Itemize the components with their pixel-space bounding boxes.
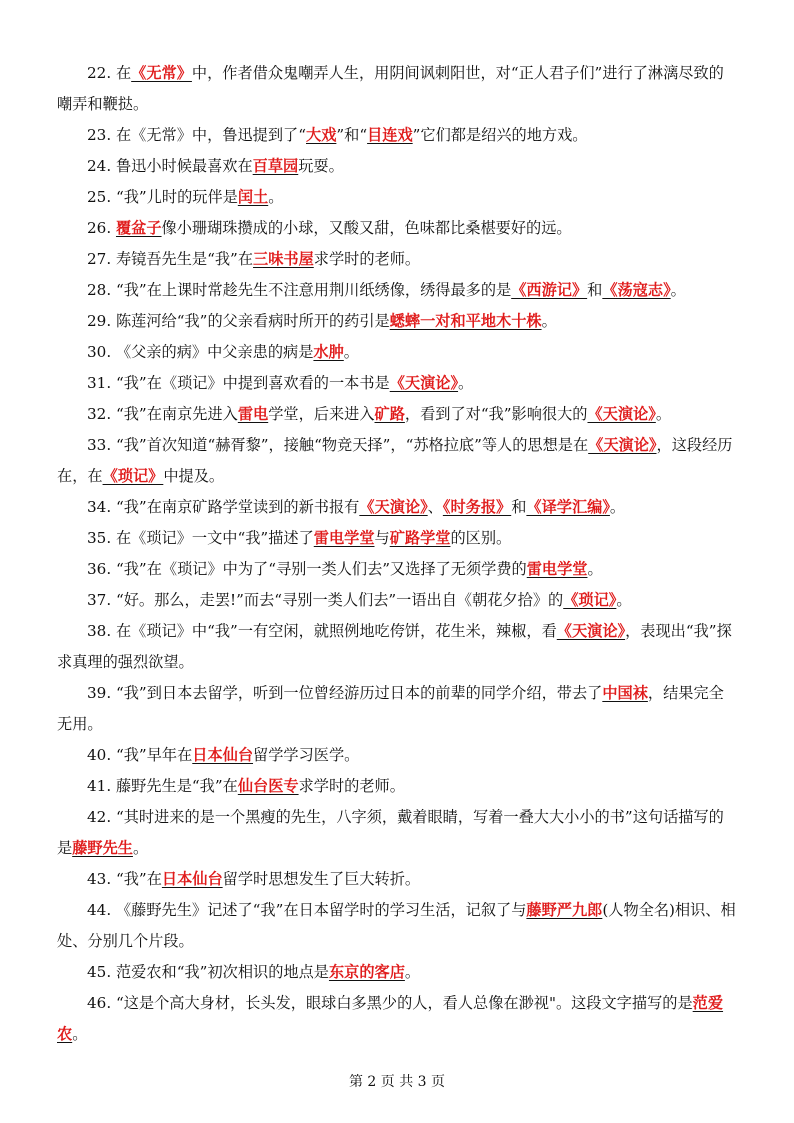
question-item xyxy=(57,523,737,554)
question-text: 藤野先生是“我”在 xyxy=(115,777,238,795)
question-text: “我”在南京先进入 xyxy=(115,405,238,423)
question-item xyxy=(57,492,737,523)
answer-text: 《琐记》 xyxy=(102,467,164,485)
question-number: 35. xyxy=(87,529,116,547)
question-text: 留学学习医学。 xyxy=(253,746,360,764)
answer-text: 百草园 xyxy=(252,157,299,175)
question-text: 求学时的老师。 xyxy=(313,250,421,268)
question-item xyxy=(57,182,737,213)
question-item xyxy=(57,616,737,678)
question-text: (人物全名)相识、相处、分别几个片段。 xyxy=(57,901,736,950)
question-item xyxy=(57,771,737,802)
question-number: 26. xyxy=(87,219,116,237)
answer-text: 三味书屋 xyxy=(253,250,314,268)
question-text: 。 xyxy=(72,1025,88,1043)
answer-text: 雷电 xyxy=(237,405,269,423)
question-number: 34. xyxy=(87,498,116,516)
question-text: 鲁迅小时候最喜欢在 xyxy=(115,157,253,175)
question-number: 32. xyxy=(87,405,116,423)
question-text: 留学时思想发生了巨大转折。 xyxy=(222,870,421,888)
question-text: 与 xyxy=(374,529,390,547)
answer-text: 《译学汇编》 xyxy=(526,498,610,516)
answer-text: 《琐记》 xyxy=(563,591,617,609)
question-text: 。 xyxy=(458,374,474,392)
question-item xyxy=(57,151,737,182)
question-number: 23. xyxy=(87,126,116,144)
question-text: 。 xyxy=(587,560,603,578)
answer-text: 藤野严九郎 xyxy=(526,901,603,919)
question-number: 41. xyxy=(87,777,116,795)
answer-text: 《西游记》 xyxy=(511,281,588,299)
question-item xyxy=(57,988,737,1050)
question-item xyxy=(57,275,737,306)
question-text: “我”在上课时常趁先生不注意用荆川纸绣像，绣得最多的是 xyxy=(115,281,512,299)
question-number: 42. xyxy=(87,808,116,826)
question-list xyxy=(57,58,737,1050)
question-text: “这是个高大身材，长头发，眼球白多黑少的人，看人总像在渺视"。这段文字描写的是 xyxy=(115,994,693,1012)
question-text: ”它们都是绍兴的地方戏。 xyxy=(412,126,588,144)
question-text: 的区别。 xyxy=(450,529,512,547)
question-text: 中，作者借众鬼嘲弄人生，用阴间讽刺阳世，对“正人君子们”进行了淋漓尽致的嘲弄和鞭挞。 xyxy=(57,64,724,113)
question-item xyxy=(57,58,737,120)
question-text: 学堂，后来进入 xyxy=(268,405,375,423)
question-number: 46. xyxy=(87,994,116,1012)
question-text: 玩耍。 xyxy=(298,157,344,175)
answer-text: 《荡寇志》 xyxy=(602,281,671,299)
answer-text: 日本仙台 xyxy=(161,870,223,888)
question-number: 31. xyxy=(87,374,116,392)
answer-text: 《天演论》 xyxy=(588,436,657,454)
question-text: 《藤野先生》记述了“我”在日本留学时的学习生活，记叙了与 xyxy=(115,901,527,919)
question-text: ，看到了对“我”影响很大的 xyxy=(404,405,588,423)
answer-text: 仙台医专 xyxy=(237,777,299,795)
answer-text: 东京的客店 xyxy=(328,963,405,981)
question-number: 38. xyxy=(87,622,116,640)
question-text: 求学时的老师。 xyxy=(298,777,405,795)
question-text: 中提及。 xyxy=(163,467,225,485)
question-text: 范爱农和“我”初次相识的地点是 xyxy=(115,963,329,981)
answer-text: 《无常》 xyxy=(131,64,192,82)
answer-text: 蟋蟀一对和平地木十株 xyxy=(389,312,542,330)
question-item xyxy=(57,306,737,337)
question-text: 。 xyxy=(132,839,149,857)
question-text: 。 xyxy=(404,963,421,981)
answer-text: 大戏 xyxy=(306,126,337,144)
question-item xyxy=(57,678,737,740)
question-item xyxy=(57,585,737,616)
question-text: 像小珊瑚珠攒成的小球，又酸又甜，色味都比桑椹要好的远。 xyxy=(161,219,572,237)
question-text: 、 xyxy=(427,498,443,516)
question-number: 24. xyxy=(87,157,116,175)
question-number: 22. xyxy=(87,64,116,82)
question-item xyxy=(57,554,737,585)
question-text: ，这段经历在，在 xyxy=(57,436,733,485)
question-text: “我”首次知道“赫胥黎”，接触“物竞天择”，“苏格拉底”等人的思想是在 xyxy=(115,436,589,454)
answer-text: 《天演论》 xyxy=(556,622,626,640)
question-number: 29. xyxy=(87,312,116,330)
question-item xyxy=(57,244,737,275)
question-item xyxy=(57,399,737,430)
answer-text: 雷电学堂 xyxy=(526,560,588,578)
question-text: 。 xyxy=(655,405,672,423)
answer-text: 藤野先生 xyxy=(72,839,133,857)
question-text: 在 xyxy=(115,64,132,82)
answer-text: 日本仙台 xyxy=(192,746,254,764)
question-item xyxy=(57,895,737,957)
question-item xyxy=(57,864,737,895)
question-text: ”和“ xyxy=(336,126,368,144)
question-item xyxy=(57,337,737,368)
question-text: 。 xyxy=(541,312,557,330)
question-text: “好。那么，走罢!”而去“寻别一类人们去”一语出自《朝花夕拾》的 xyxy=(115,591,564,609)
question-number: 27. xyxy=(87,250,116,268)
answer-text: 闰土 xyxy=(237,188,269,206)
question-text: 陈莲河给“我”的父亲看病时所开的药引是 xyxy=(115,312,390,330)
question-number: 30. xyxy=(87,343,116,361)
question-text: “我”在《琐记》中提到喜欢看的一本书是 xyxy=(115,374,390,392)
question-text: “我”在《琐记》中为了“寻别一类人们去”又选择了无须学费的 xyxy=(115,560,527,578)
question-text: “我”在 xyxy=(115,870,162,888)
question-item xyxy=(57,430,737,492)
question-number: 40. xyxy=(87,746,116,764)
question-number: 33. xyxy=(87,436,116,454)
answer-text: 矿路 xyxy=(374,405,405,423)
question-number: 25. xyxy=(87,188,116,206)
question-item xyxy=(57,740,737,771)
question-text: 。 xyxy=(268,188,284,206)
question-number: 43. xyxy=(87,870,116,888)
question-text: “我”在南京矿路学堂读到的新书报有 xyxy=(115,498,360,516)
question-text: 和 xyxy=(587,281,603,299)
question-text: 和 xyxy=(511,498,527,516)
answer-text: 范爱农 xyxy=(57,994,724,1043)
answer-text: 雷电学堂 xyxy=(313,529,375,547)
question-item xyxy=(57,368,737,399)
question-number: 45. xyxy=(87,963,116,981)
page-footer: 第 2 页 共 3 页 xyxy=(348,1074,446,1090)
question-text: 在《琐记》一文中“我”描述了 xyxy=(115,529,314,547)
question-text: “其时进来的是一个黑瘦的先生，八字须，戴着眼睛，写着一叠大大小小的书”这句话描写的是 xyxy=(57,808,724,857)
question-text: ，表现出“我”探求真理的强烈欲望。 xyxy=(57,622,732,671)
question-text: “我”到日本去留学，听到一位曾经游历过日本的前辈的同学介绍，带去了 xyxy=(115,684,603,702)
answer-text: 《天演论》 xyxy=(389,374,459,392)
question-text: 。 xyxy=(616,591,632,609)
question-item xyxy=(57,213,737,244)
answer-text: 《时务报》 xyxy=(442,498,512,516)
answer-text: 《天演论》 xyxy=(359,498,428,516)
question-number: 37. xyxy=(87,591,116,609)
question-item xyxy=(57,802,737,864)
question-text: 《父亲的病》中父亲患的病是 xyxy=(115,343,314,361)
question-text: ，结果完全无用。 xyxy=(57,684,724,733)
answer-text: 矿路学堂 xyxy=(389,529,451,547)
answer-text: 《天演论》 xyxy=(587,405,656,423)
question-text: “我”早年在 xyxy=(115,746,193,764)
question-text: “我”儿时的玩伴是 xyxy=(115,188,238,206)
answer-text: 目连戏 xyxy=(367,126,413,144)
question-number: 44. xyxy=(87,901,116,919)
question-number: 28. xyxy=(87,281,116,299)
question-item xyxy=(57,120,737,151)
question-text: 在《无常》中，鲁迅提到了“ xyxy=(115,126,306,144)
question-text: 在《琐记》中“我”一有空闲，就照例地吃侉饼，花生米，辣椒，看 xyxy=(115,622,557,640)
question-item xyxy=(57,957,737,988)
answer-text: 中国袜 xyxy=(602,684,648,702)
question-text: 。 xyxy=(343,343,359,361)
question-text: 。 xyxy=(670,281,686,299)
question-text: 。 xyxy=(609,498,626,516)
question-number: 36. xyxy=(87,560,116,578)
question-number: 39. xyxy=(87,684,116,702)
answer-text: 水肿 xyxy=(313,343,344,361)
answer-text: 覆盆子 xyxy=(115,219,162,237)
question-text: 寿镜吾先生是“我”在 xyxy=(115,250,254,268)
